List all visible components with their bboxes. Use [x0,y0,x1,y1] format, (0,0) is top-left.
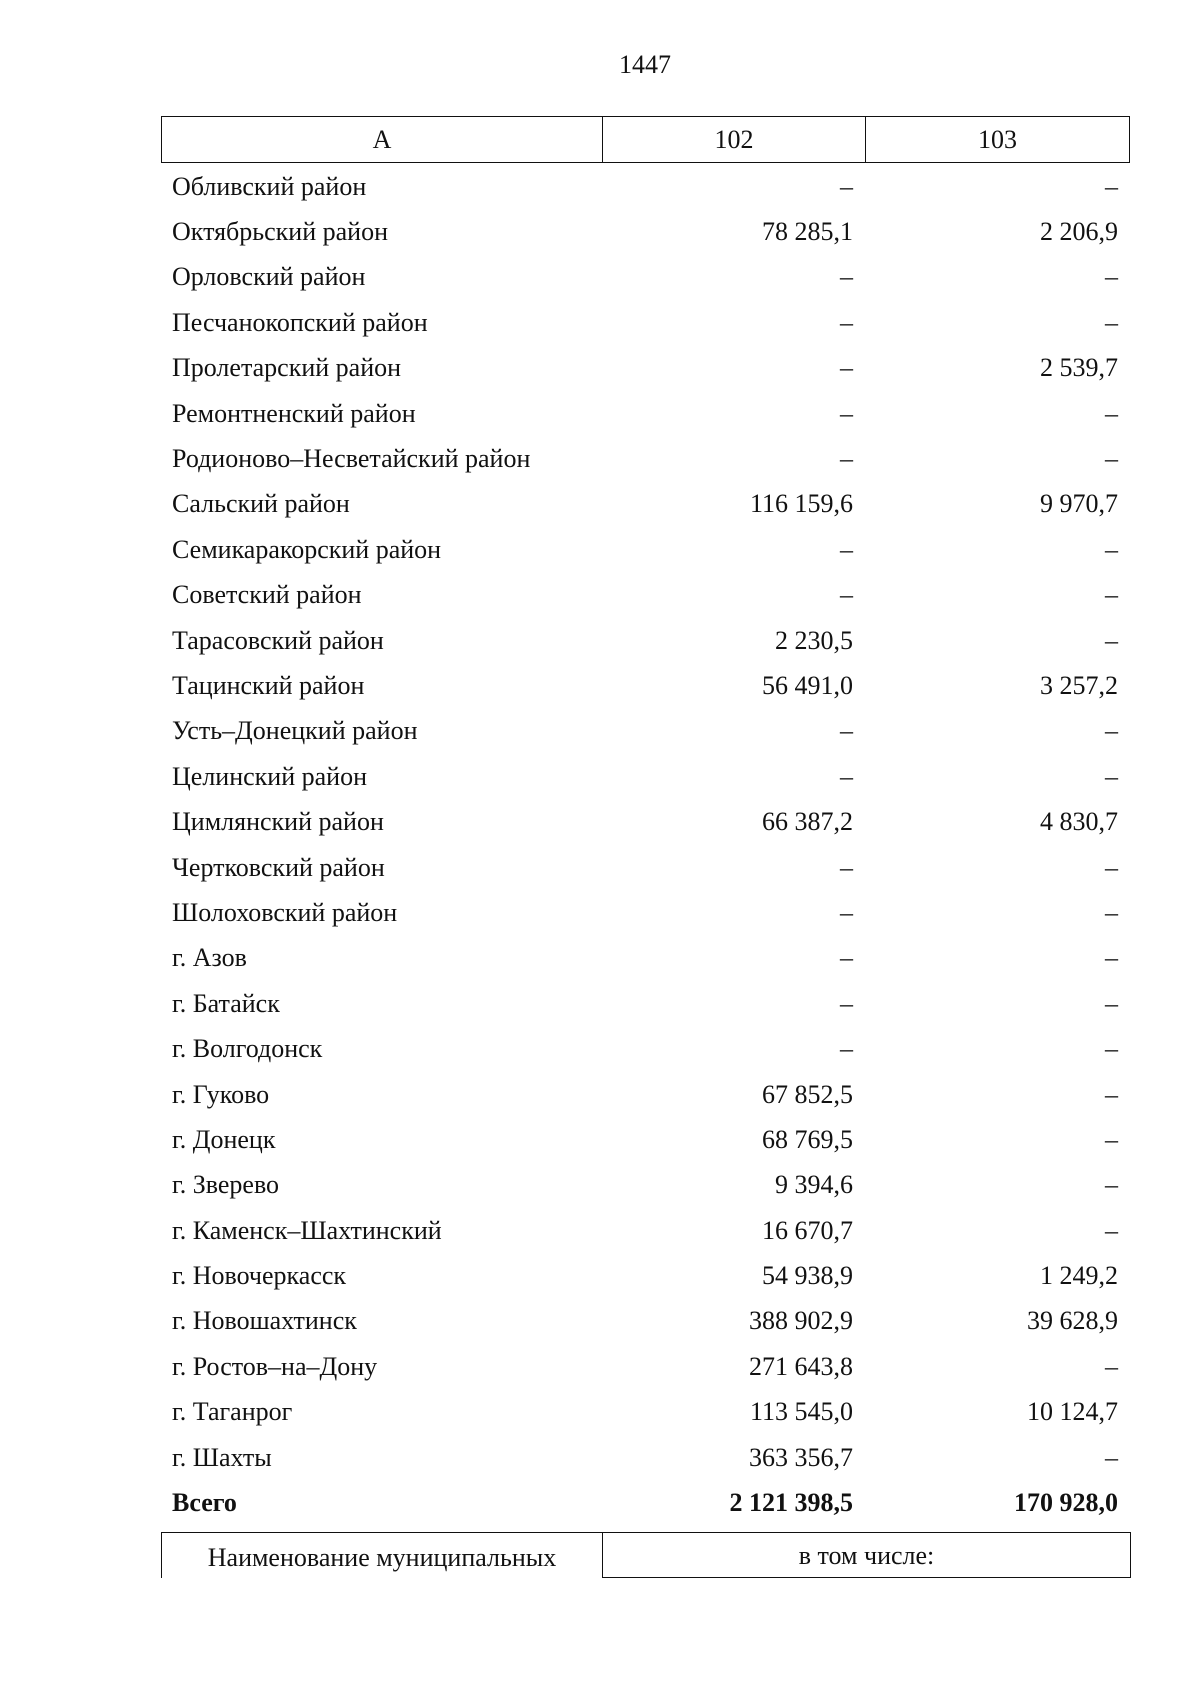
row-value-103: – [1105,761,1118,791]
row-value-102: 78 285,1 [762,217,853,247]
row-name: Родионово–Несветайский район [172,444,531,474]
row-value-102: – [840,534,853,564]
table-row [161,209,1128,254]
table-row [161,1026,1128,1071]
row-value-103: – [1105,262,1118,292]
row-value-102: 388 902,9 [749,1306,853,1336]
next-header-including: в том числе: [603,1533,1131,1578]
table-row [161,1117,1128,1162]
row-value-103: – [1105,943,1118,973]
row-value-103: – [1105,398,1118,428]
table-body [161,164,1128,1526]
row-value-103: – [1105,1079,1118,1109]
row-value-102: – [840,761,853,791]
row-value-102: 67 852,5 [762,1079,853,1109]
table-row [161,527,1128,572]
table-row [161,1253,1128,1298]
row-value-102: – [840,262,853,292]
row-value-103: – [1105,1442,1118,1472]
row-name: г. Гуково [172,1079,270,1109]
row-value-102: 2 230,5 [775,625,853,655]
row-name: г. Таганрог [172,1397,293,1427]
row-value-102: – [840,716,853,746]
row-name: г. Шахты [172,1442,272,1472]
table-row [161,754,1128,799]
table-row [161,890,1128,935]
row-value-102: 116 159,6 [749,489,853,519]
row-name: г. Азов [172,943,247,973]
row-value-103: – [1105,1170,1118,1200]
row-value-103: 4 830,7 [1040,807,1118,837]
table-row [161,936,1128,981]
total-value-102: 2 121 398,5 [729,1488,853,1518]
table-row [161,346,1128,391]
row-name: Обливский район [172,171,367,201]
row-value-103: – [1105,444,1118,474]
row-value-102: 68 769,5 [762,1124,853,1154]
row-value-102: 66 387,2 [762,807,853,837]
row-value-103: – [1105,307,1118,337]
table-row [161,482,1128,527]
table-row [161,799,1128,844]
row-value-102: 363 356,7 [749,1442,853,1472]
row-name: Пролетарский район [172,353,402,383]
row-name: г. Ростов–на–Дону [172,1351,378,1381]
row-value-103: 1 249,2 [1040,1261,1118,1291]
table-row [161,845,1128,890]
page-number: 1447 [619,50,671,79]
row-name: Тарасовский район [172,625,384,655]
row-value-103: – [1105,171,1118,201]
row-value-102: – [840,353,853,383]
table-row [161,300,1128,345]
header-col-103: 103 [866,117,1130,163]
table-row [161,981,1128,1026]
row-name: Шолоховский район [172,897,398,927]
row-value-103: – [1105,1034,1118,1064]
row-value-103: – [1105,988,1118,1018]
table-row [161,1390,1128,1435]
row-value-102: – [840,398,853,428]
row-name: г. Донецк [172,1124,276,1154]
table-row [161,1299,1128,1344]
row-name: г. Новочеркасск [172,1261,347,1291]
row-value-103: 3 257,2 [1040,670,1118,700]
row-value-102: 56 491,0 [762,670,853,700]
row-name: Цимлянский район [172,807,384,837]
row-value-102: – [840,988,853,1018]
table-row [161,709,1128,754]
table-next-header [161,1532,1131,1578]
total-label: Всего [172,1488,237,1518]
row-name: Усть–Донецкий район [172,716,418,746]
table-row [161,1208,1128,1253]
table-row [161,1163,1128,1208]
row-value-102: – [840,444,853,474]
row-value-102: – [840,1034,853,1064]
row-name: Тацинский район [172,670,365,700]
row-value-103: – [1105,716,1118,746]
table-row [161,663,1128,708]
row-name: Сальский район [172,489,350,519]
row-name: Чертковский район [172,852,385,882]
row-value-103: – [1105,1215,1118,1245]
table-header [161,116,1130,163]
row-value-103: – [1105,897,1118,927]
row-value-102: 16 670,7 [762,1215,853,1245]
row-value-102: 9 394,6 [775,1170,853,1200]
row-value-103: – [1105,852,1118,882]
row-name: Орловский район [172,262,366,292]
row-value-103: 10 124,7 [1027,1397,1118,1427]
row-name: Семикаракорский район [172,534,442,564]
row-name: Целинский район [172,761,367,791]
table-row [161,1344,1128,1389]
table-row [161,573,1128,618]
row-value-102: – [840,943,853,973]
table-row [161,618,1128,663]
row-value-102: 271 643,8 [749,1351,853,1381]
row-name: Октябрьский район [172,217,388,247]
row-value-102: – [840,580,853,610]
table-row [161,391,1128,436]
table-row [161,436,1128,481]
row-name: Ремонтненский район [172,398,416,428]
row-value-103: – [1105,1124,1118,1154]
row-value-103: 2 539,7 [1040,353,1118,383]
row-value-102: 113 545,0 [749,1397,853,1427]
row-value-103: 2 206,9 [1040,217,1118,247]
total-value-103: 170 928,0 [1014,1488,1118,1518]
row-value-103: 39 628,9 [1027,1306,1118,1336]
table-row [161,164,1128,209]
row-value-102: 54 938,9 [762,1261,853,1291]
row-value-103: – [1105,534,1118,564]
row-name: Песчанокопский район [172,307,428,337]
next-header-name: Наименование муниципальных [162,1533,603,1578]
header-col-a: А [162,117,603,163]
row-name: г. Новошахтинск [172,1306,357,1336]
row-name: г. Волгодонск [172,1034,323,1064]
table-row [161,1072,1128,1117]
row-value-102: – [840,852,853,882]
row-name: Советский район [172,580,362,610]
row-value-103: 9 970,7 [1040,489,1118,519]
row-name: г. Батайск [172,988,280,1018]
row-value-103: – [1105,625,1118,655]
row-name: г. Каменск–Шахтинский [172,1215,442,1245]
header-col-102: 102 [603,117,866,163]
table-row [161,255,1128,300]
row-value-102: – [840,171,853,201]
row-value-102: – [840,897,853,927]
row-value-103: – [1105,1351,1118,1381]
row-value-102: – [840,307,853,337]
row-value-103: – [1105,580,1118,610]
row-name: г. Зверево [172,1170,280,1200]
total-row [161,1480,1128,1525]
table-row [161,1435,1128,1480]
